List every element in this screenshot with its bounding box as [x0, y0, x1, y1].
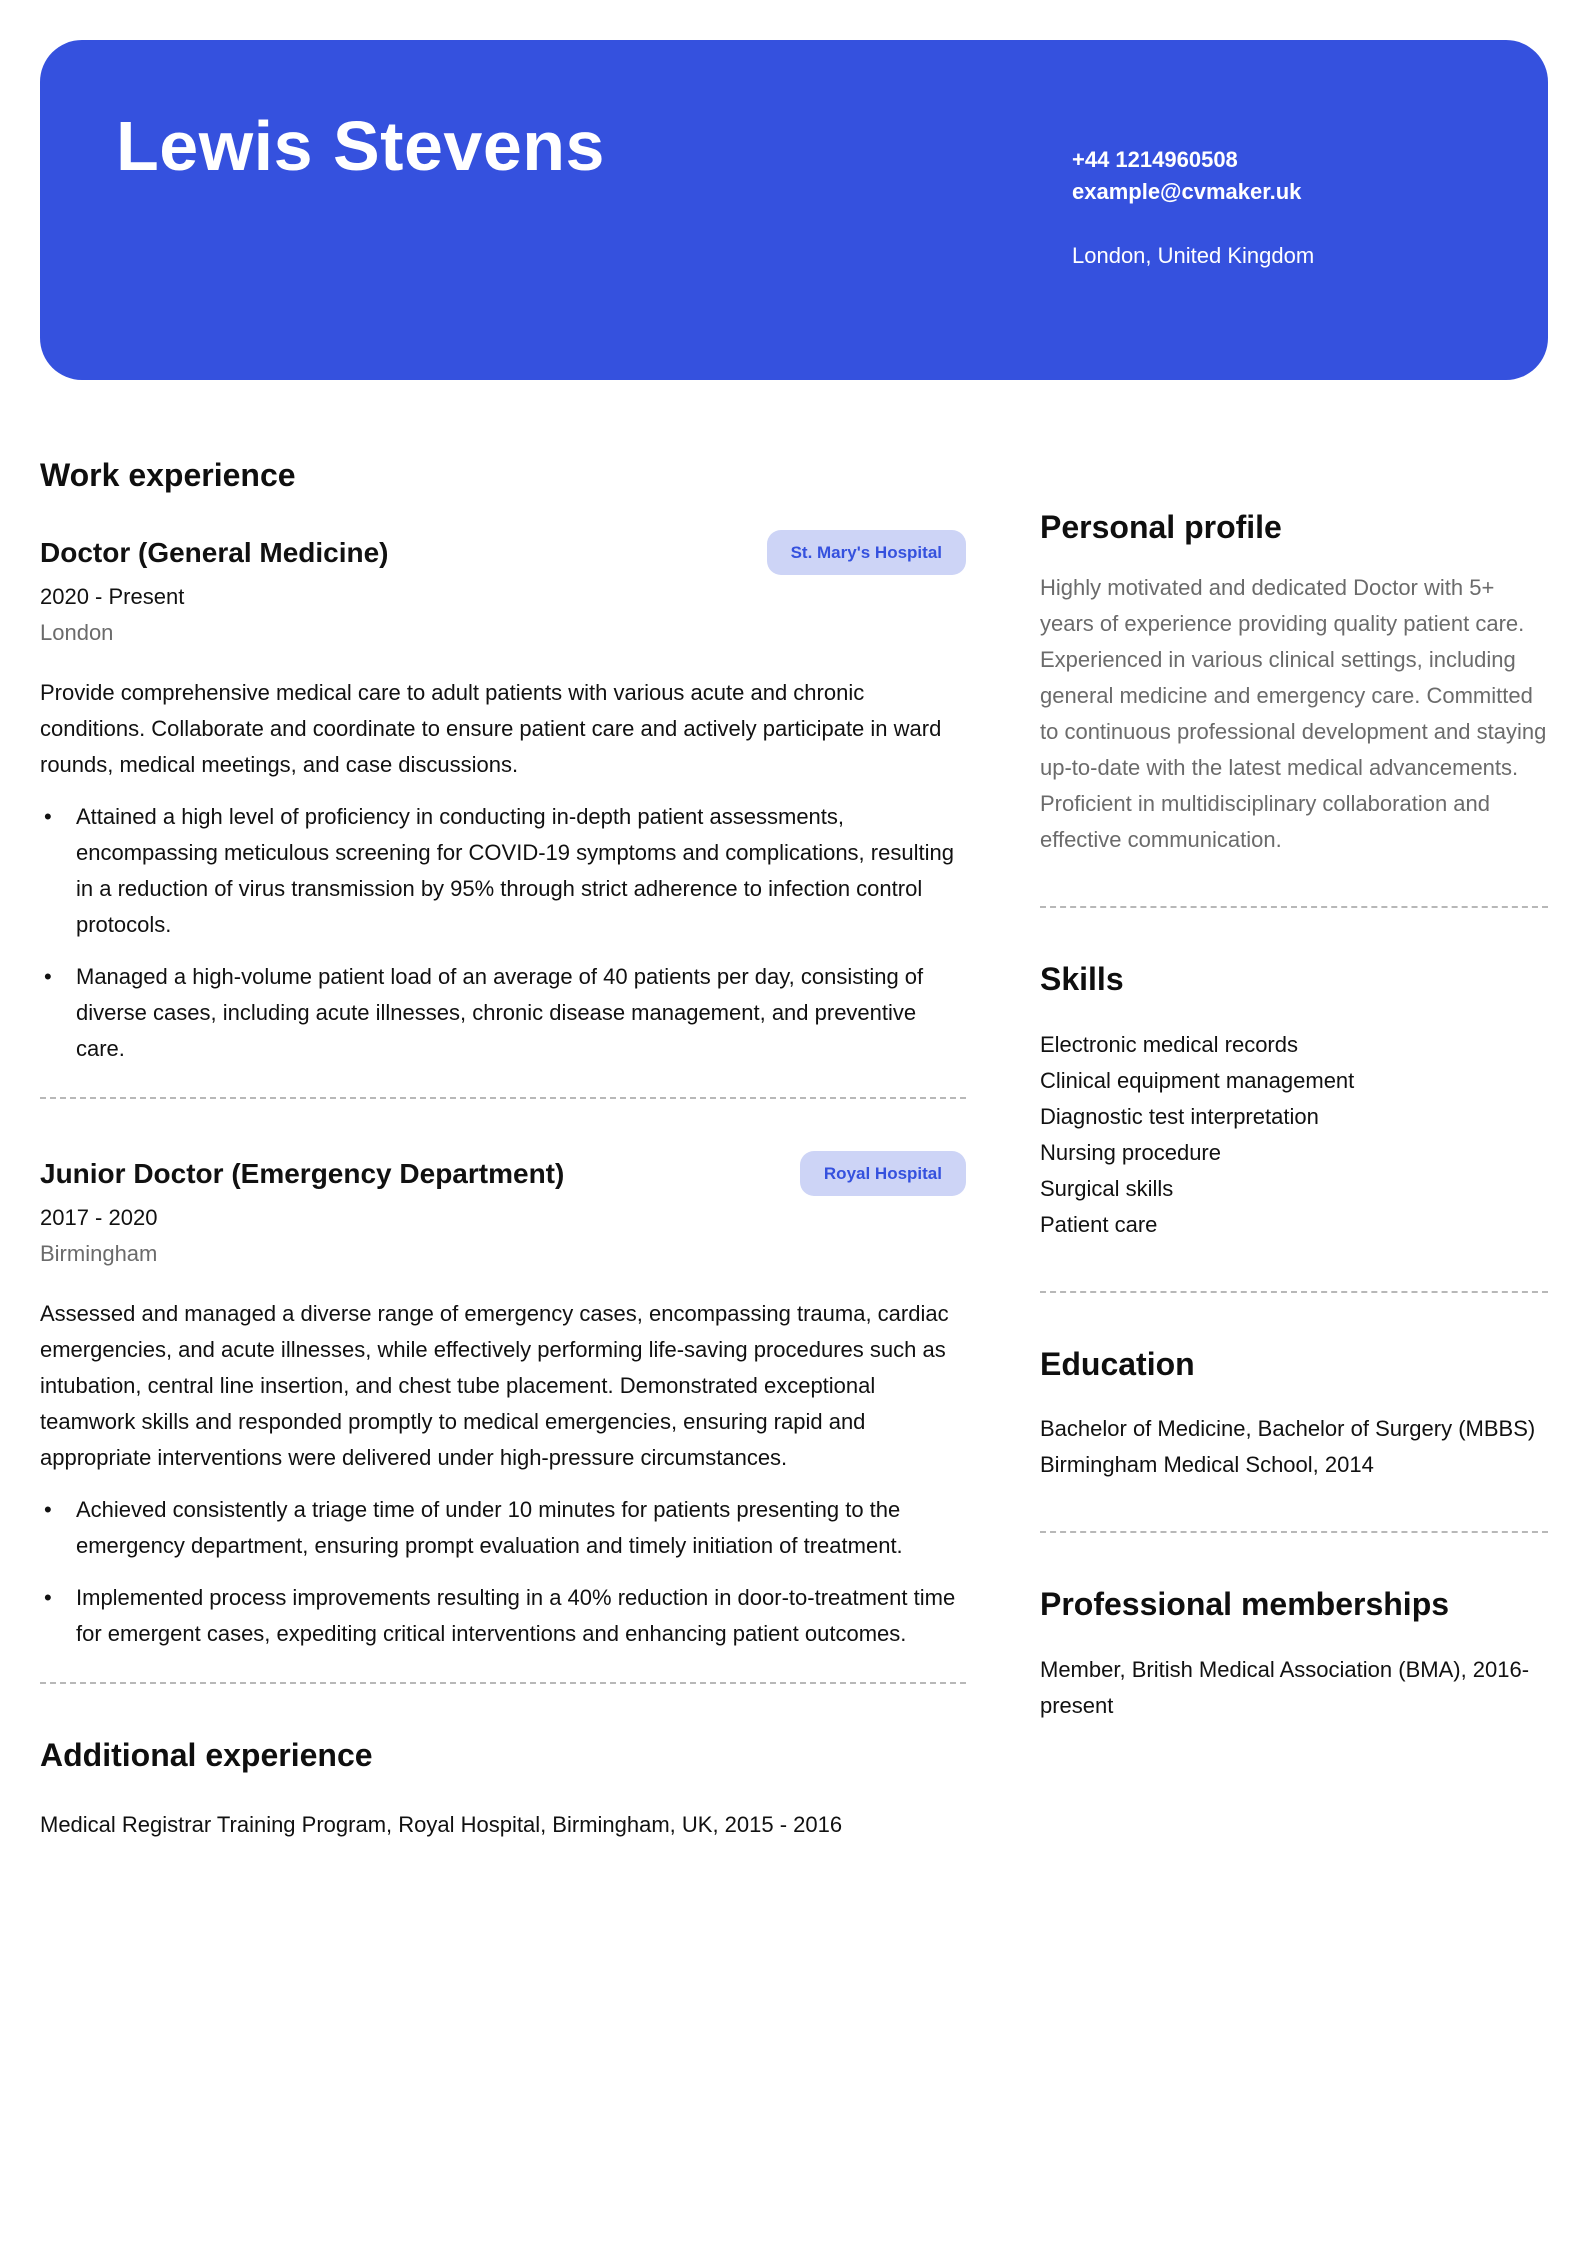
phone-number: +44 1214960508	[1072, 147, 1238, 172]
skill-item: Diagnostic test interpretation	[1040, 1103, 1319, 1129]
job-achievements	[40, 799, 966, 1067]
left-column	[40, 456, 966, 1843]
email-address: example@cvmaker.uk	[1072, 179, 1302, 204]
work-experience-title: Work experience	[40, 457, 296, 493]
section-divider	[1040, 1531, 1548, 1533]
location: London, United Kingdom	[1072, 243, 1315, 268]
employer-badge: St. Mary's Hospital	[767, 530, 966, 575]
job-location: Birmingham	[40, 1241, 158, 1267]
education-title: Education	[1040, 1345, 1195, 1382]
job-location: London	[40, 620, 114, 646]
candidate-name: Lewis Stevens	[116, 107, 605, 185]
skill-item: Surgical skills	[1040, 1175, 1174, 1201]
personal-profile-text: Highly motivated and dedicated Doctor with 5+ years of experience providing quality patient care. Experienced in various clinical settings, including general medicine and emergency care. Committed to continuous professional development and staying up-to-date with the latest medical advancements. Proficient in multidisciplinary collaboration and effective communication.	[1040, 575, 1547, 853]
achievement-item: • Achieved consistently a triage time of under 10 minutes for patients presenting to the emergency department, ensuring prompt evaluation and timely initiation of treatment.	[40, 1492, 966, 1564]
skill-item: Clinical equipment management	[1040, 1067, 1355, 1093]
education-entry	[1040, 1411, 1548, 1483]
employer-badge: Royal Hospital	[800, 1151, 966, 1196]
contact-block	[1072, 144, 1314, 272]
skill-item: Nursing procedure	[1040, 1139, 1221, 1165]
right-column	[1040, 508, 1548, 1724]
job-title: Junior Doctor (Emergency Department)	[40, 1157, 565, 1189]
additional-experience-title: Additional experience	[40, 1737, 373, 1774]
job-dates: 2017 - 2020	[40, 1205, 158, 1231]
achievement-item: • Managed a high-volume patient load of an average of 40 patients per day, consisting of diverse cases, including acute illnesses, chronic disease management, and preventive care.	[40, 959, 966, 1067]
skill-item: Electronic medical records	[1040, 1031, 1298, 1057]
cv-header	[40, 40, 1548, 380]
section-divider	[1040, 906, 1548, 908]
job-entry	[40, 530, 966, 1067]
skills-list	[1040, 1027, 1548, 1243]
skill-item: Patient care	[1040, 1211, 1158, 1237]
additional-experience-text: Medical Registrar Training Program, Royal Hospital, Birmingham, UK, 2015 - 2016	[40, 1811, 843, 1837]
achievement-item: • Implemented process improvements resulting in a 40% reduction in door-to-treatment time for emergent cases, expediting critical interventions and enhancing patient outcomes.	[40, 1580, 966, 1652]
job-header	[40, 530, 966, 575]
job-achievements	[40, 1492, 966, 1652]
job-header	[40, 1151, 966, 1196]
section-divider	[40, 1097, 966, 1099]
membership-item: Member, British Medical Association (BMA), 2016-present	[1040, 1656, 1530, 1718]
achievement-item: • Attained a high level of proficiency in conducting in-depth patient assessments, encompassing meticulous screening for COVID-19 symptoms and complications, resulting in a reduction of virus transmission by 95% through strict adherence to infection control protocols.	[40, 799, 966, 943]
job-title: Doctor (General Medicine)	[40, 536, 389, 568]
job-description: Provide comprehensive medical care to adult patients with various acute and chronic conditions. Collaborate and coordinate to ensure patient care and actively participate in ward rounds, medical meetings, and case discussions.	[40, 680, 942, 778]
job-dates: 2020 - Present	[40, 584, 185, 610]
education-degree: Bachelor of Medicine, Bachelor of Surgery (MBBS)	[1040, 1416, 1536, 1442]
education-school: Birmingham Medical School, 2014	[1040, 1452, 1374, 1478]
section-divider	[1040, 1291, 1548, 1293]
memberships-title: Professional memberships	[1040, 1586, 1450, 1623]
job-entry	[40, 1151, 966, 1652]
job-description: Assessed and managed a diverse range of emergency cases, encompassing trauma, cardiac emergencies, and acute illnesses, while effectively performing life-saving procedures such as intubation, central line insertion, and chest tube placement. Demonstrated exceptional teamwork skills and responded promptly to medical emergencies, ensuring rapid and appropriate interventions were delivered under high-pressure circumstances.	[40, 1301, 949, 1471]
section-divider	[40, 1682, 966, 1684]
personal-profile-title: Personal profile	[1040, 509, 1282, 545]
skills-title: Skills	[1040, 961, 1124, 998]
